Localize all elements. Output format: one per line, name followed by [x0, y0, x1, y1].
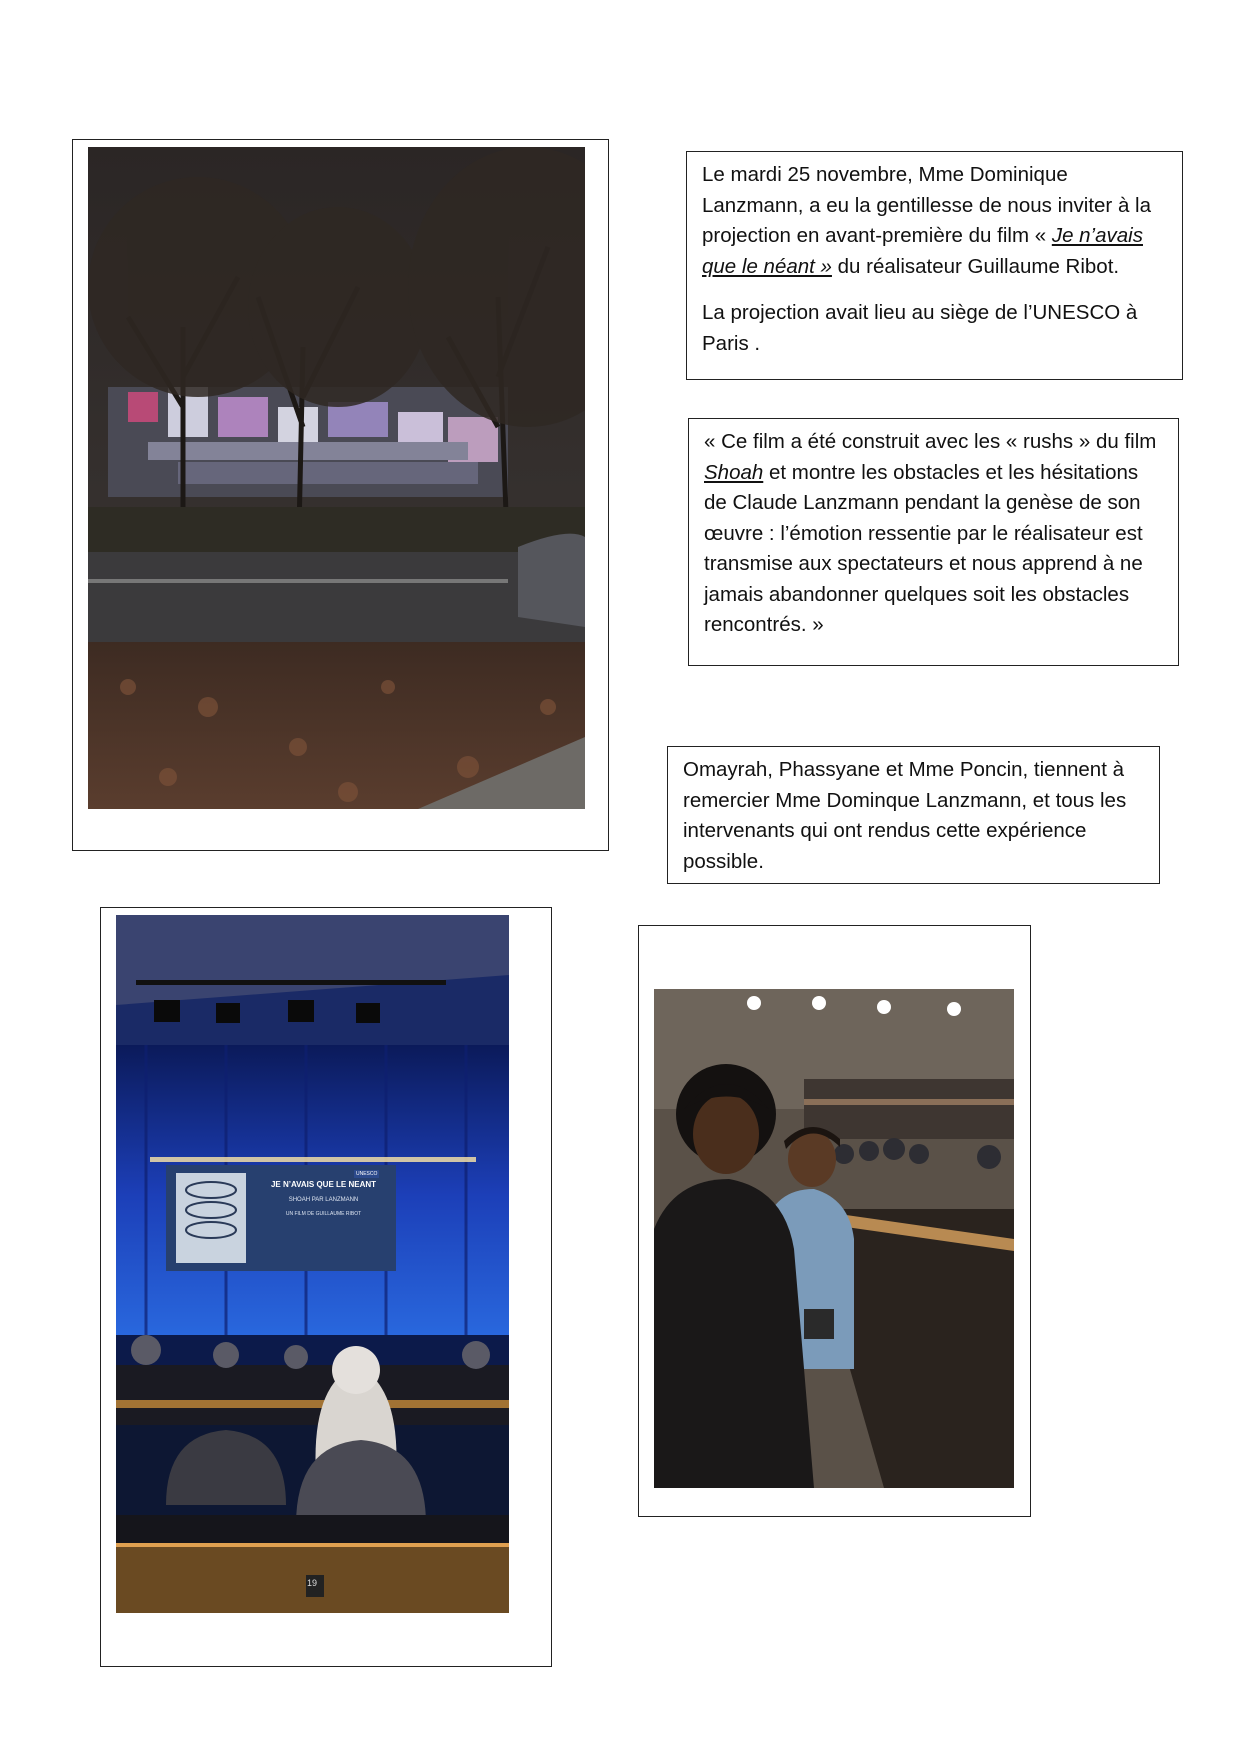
quote-text-box [688, 418, 1179, 666]
thanks-paragraph: Omayrah, Phassyane et Mme Poncin, tiennent à remercier Mme Dominque Lanzmann, et tous les intervenants qui ont rendus cette expérience possible. [683, 758, 1127, 873]
intro-text-end: du réalisateur Guillaume Ribot. [831, 254, 1120, 278]
street-night-photo [88, 147, 585, 809]
location-paragraph: La projection avait lieu au siège de l’UNESCO à Paris . [702, 301, 1138, 355]
quote-text-end: et montre les obstacles et les hésitations de Claude Lanzmann pendant la genèse de son œuvre : l’émotion ressentie par le réalisateur est transmise aux spectateurs et nous apprend à ne jamais abandonner quelques soit les obstacles rencontrés. » [704, 460, 1143, 636]
unesco-logo: UNESCO [356, 1171, 378, 1177]
quote-text-start: « Ce film a été construit avec les « rushs » du film [704, 430, 1157, 453]
intro-text-box [686, 151, 1183, 380]
screen-title: JE N’AVAIS QUE LE NEANT [270, 1180, 377, 1189]
students-photo [654, 989, 1014, 1488]
screen-subtitle: SHOAH PAR LANZMANN [288, 1197, 359, 1203]
shoah-title: Shoah [704, 460, 764, 484]
screen-credit: UN FILM DE GUILLAUME RIBOT [285, 1211, 362, 1217]
intro-paragraph [702, 160, 1167, 282]
auditorium-photo [116, 915, 509, 1613]
seat-number: 19 [307, 1578, 318, 1588]
thanks-text-box [667, 746, 1160, 884]
intro-text-start: Le mardi 25 novembre, Mme Dominique Lanzmann, a eu la gentillesse de nous inviter à la projection en avant-première du film « [702, 163, 1152, 247]
quote-paragraph [704, 427, 1163, 641]
film-title-link: Je n’avais que le néant » [702, 224, 1143, 278]
